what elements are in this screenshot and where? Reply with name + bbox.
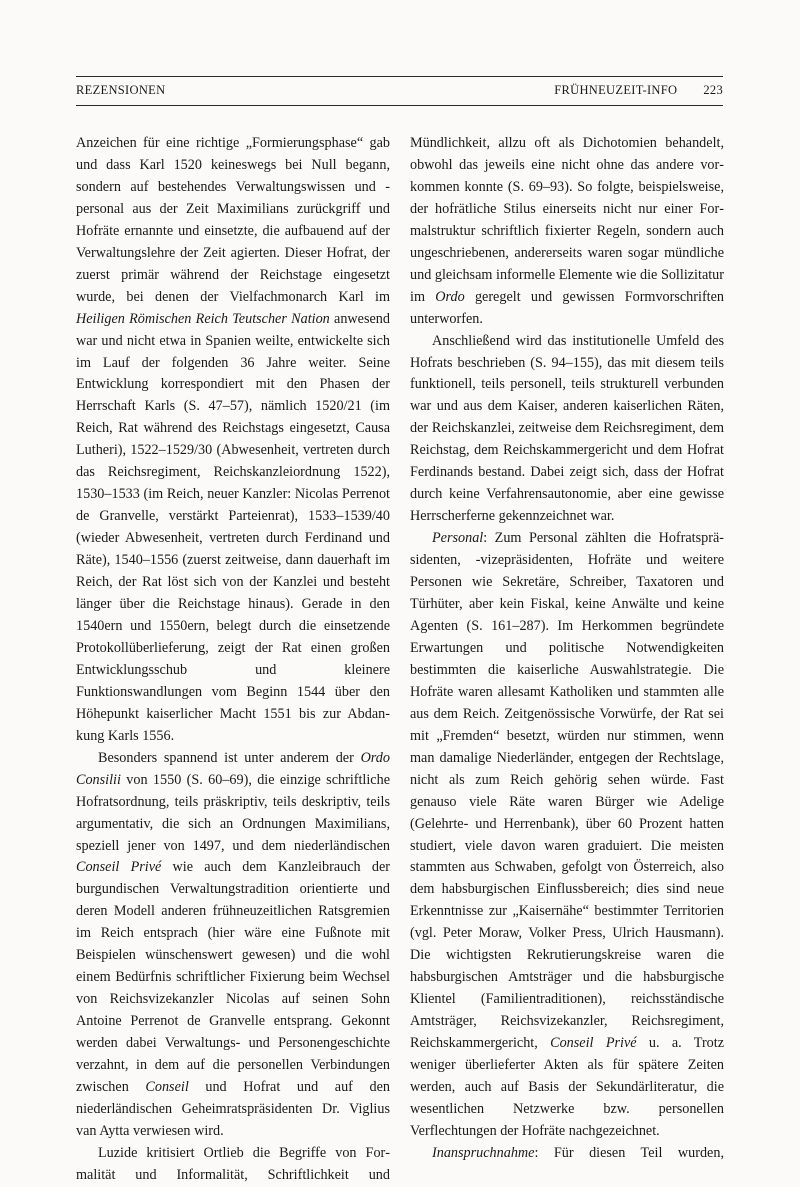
italic-lead: Personal: [432, 530, 484, 547]
italic-term: Conseil Privé: [550, 1035, 637, 1052]
text-run: u. a. Trotz weniger überlieferter Akten als für spätere Zeiten werden, auch auf Basis der Sekundärliteratur, die wesentlichen Netzwerke bzw. personellen Verflechtungen der Hofräte nachgezeichnet.: [410, 1035, 725, 1139]
paragraph: [410, 528, 724, 1143]
text-run: Besonders spannend ist unter anderem der: [98, 749, 361, 766]
header-bottom-rule: [76, 105, 723, 106]
paragraph: Luzide kritisiert Ortlieb die Begriffe von Formalität und Informalität, Schriftlichkeit und: [76, 1144, 390, 1183]
header-right: [528, 83, 723, 98]
text-run: : Für diesen Teil wurden,: [534, 1144, 724, 1161]
text-run: wie auch dem Kanzleibrauch der burgundischen Verwaltungstradition orientierte und deren Modell anderen frühneuzeitlichen Ratsgremien im Reich entsprach (hier wäre eine Fußnote mit Beispielen wünschenswert gewesen) und die wohl einem Bedürfnis schriftlicher Fixierung beim Wechsel von Reichsvizekanzler Nicolas auf seinen Sohn Antoine Perrenot de Granvelle entsprang. Gekonnt werden dabei Verwaltungs- und Personengeschichte verzahnt, in dem auf die personellen Verbindungen zwischen: [76, 859, 390, 1095]
italic-term: Conseil Privé: [76, 859, 162, 876]
paragraph: [76, 748, 390, 1143]
text-run: anwesend war und nicht etwa in Spanien weilte, entwickelte sich im Lauf der folgenden 36 Jahre weiter. Seine Entwicklung korrespondiert mit den Phasen der Herrschaft Karls (S. 47–57), nämlich 1520/21 (im Reich, Rat während des Reichstags eingesetzt, Causa Lutheri), 1522–1529/30 (Abwesenheit, vertreten durch das Reichsregiment, Reichskanzleiordnung 1522), 1530–1533 (im Reich, neuer Kanzler: Nicolas Perrenot de Granvelle, verstärkt Parteienrat), 1533–1539/40 (wieder Abwesenheit, vertreten durch Ferdinand und Räte), 1540–1556 (zuerst zeitweise, dann dauerhaft im Reich, der Rat löst sich von der Kanzlei und besteht länger über die Reichstage hinaus). Gerade in den 1540ern und 1550ern, belegt durch die einsetzende Protokollüberlieferung, zeigt der Rat einen großen Entwicklungsschub und kleinere Funktionswandlungen vom Beginn 1544 über den Höhepunkt kaiserlicher Macht 1551 bis zur Abdankung Karls 1556.: [76, 310, 390, 744]
text-run: von 1550 (S. 60–69), die einzige schriftliche Hofratsordnung, teils präskriptiv, teils deskriptiv, teils argumentativ, die sich an Ordnungen Maximilians, speziell jener von 1497, und dem niederländischen: [76, 771, 390, 854]
paragraph: [410, 1143, 724, 1165]
text-run: Anzeichen für eine richtige „Formierungsphase“ gab und dass Karl 1520 keineswegs bei Null begann, sondern auf bestehendes Verwaltungswissen und -personal aus der Zeit Maximilians zurückgriff und Hofräte ernannte und einsetzte, die aufbauend auf der Verwaltungslehre der Zeit agierten. Dieser Hofrat, der zuerst primär während der Reichstage eingesetzt wurde, bei denen der Vielfachmonarch Karl im: [76, 135, 390, 305]
journal-title: FRÜHNEUZEIT-INFO: [554, 83, 678, 97]
page-number: 223: [703, 83, 723, 97]
text-run: : Zum Personal zählten die Hofratspräsidenten, -vizepräsidenten, Hofräte und weitere Personen wie Sekretäre, Schreiber, Taxatoren und Türhüter, aber kein Fiskal, keine Anwälte und keine Agenten (S. 161–287). Im Herkommen begründete Erwartungen und politische Notwendigkeiten bestimmten die kaiserliche Auswahlstrategie. Die Hofräte waren allesamt Katholiken und stammten alle aus dem Reich. Zeitgenössische Vorwürfe, der Rat sei mit „Fremden“ besetzt, würden nur stimmen, wenn man damalige Niederländer, entgegen der Rechtslage, nicht als zum Reich gehörig sehen würde. Fast genauso viele Räte waren Bürger wie Adelige (Gelehrte- und Herrenbank), über 60 Prozent hatten studiert, viele davon waren graduiert. Die meisten stammten aus Schwaben, gefolgt von Österreich, also dem habsburgischen Einflussbereich; dies sind neue Erkenntnisse zur „Kaisernähe“ bestimmter Territorien (vgl. Peter Moraw, Volker Press, Ulrich Hausmann). Die wichtigsten Rekrutierungskreise waren die habsburgischen Amtsträger und die habsburgische Klientel (Familientraditionen), reichsständische Amtsträger, Reichsvizekanzler, Reichsregiment, Reichskammergericht,: [410, 530, 724, 1052]
italic-term: Conseil: [145, 1078, 189, 1095]
paragraph: Anschließend wird das institutionelle Umfeld des Hofrats beschrieben (S. 94–155), das mit diesem teils funktionell, teils personell, teils strukturell verbunden war und aus dem Kaiser, anderen kaiserlichen Räten, der Reichskanzlei, zeitweise dem Reichsregiment, dem Reichstag, dem Reichskammergericht und dem Hofrat Ferdinands bestand. Dabei zeigt sich, dass der Hofrat durch keine Verfahrensautonomie, aber eine gewisse Herrscherferne gekennzeichnet war.: [410, 332, 724, 525]
text-run: geregelt und gewissen Formvorschriften unterworfen.: [410, 288, 724, 327]
header-top-rule: [76, 76, 723, 77]
paragraph: [410, 133, 724, 331]
section-title: REZENSIONEN: [76, 83, 166, 97]
paragraph: [76, 133, 390, 748]
italic-term: Heiligen Römischen Reich Teutscher Nation: [76, 310, 330, 327]
running-header: [76, 83, 723, 103]
italic-term: Ordo Consilii: [76, 749, 390, 788]
italic-lead: Inanspruchnahme: [432, 1144, 535, 1161]
italic-term: Ordo: [435, 288, 465, 305]
text-run: Mündlichkeit, allzu oft als Dichotomien behandelt, obwohl das jeweils eine nicht ohne das andere vorkommen konnte (S. 69–93). So folgte, beispielsweise, der hofrätliche Stilus einerseits nicht nur einer Formalstruktur schriftlich fixierter Regeln, sondern auch ungeschriebenen, andererseits waren sogar mündliche und gleichsam informelle Elemente wie die Sollizitatur im: [410, 135, 724, 305]
text-run: und Hofrat und auf den niederländischen Geheimratspräsidenten Dr. Viglius van Aytta verwiesen wird.: [76, 1078, 390, 1139]
left-column: [76, 133, 390, 1187]
right-column: [410, 133, 724, 1165]
